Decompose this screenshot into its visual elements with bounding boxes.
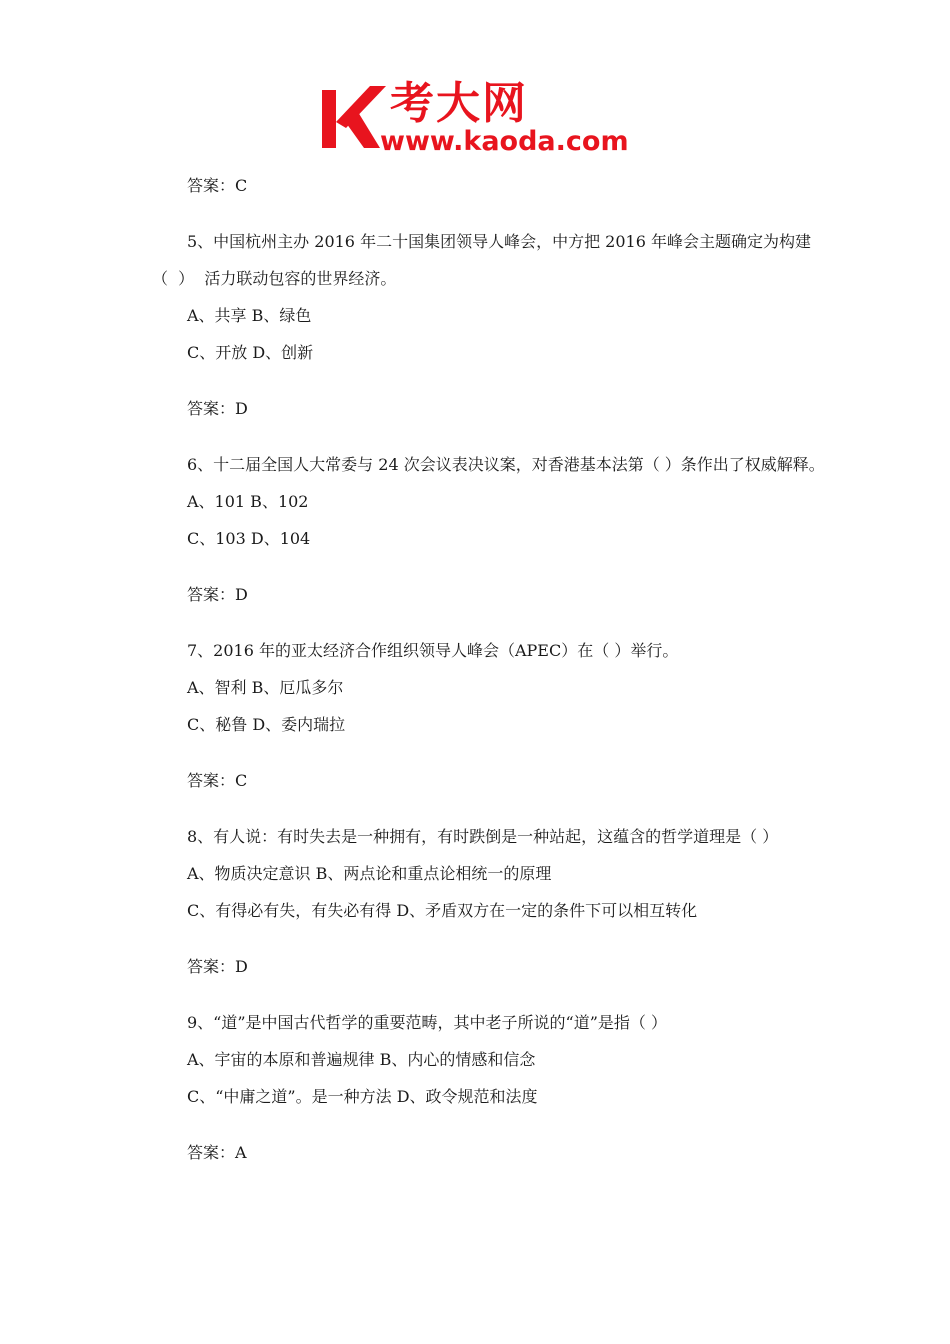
answer-9: 答案：A [187,1143,247,1162]
answer-6: 答案：D [187,585,248,604]
question-8-options-cd: C、有得必有失，有失必有得 D、矛盾双方在一定的条件下可以相互转化 [187,901,698,920]
question-7-options-cd: C、秘鲁 D、委内瑞拉 [187,715,346,734]
answer-4: 答案：C [187,176,248,195]
kaoda-logo [318,80,638,158]
question-9-stem: 9、“道”是中国古代哲学的重要范畴，其中老子所说的“道”是指（ ） [187,1013,667,1032]
question-6-options-ab: A、101 B、102 [187,492,309,511]
logo-url: www.kaoda.com [380,126,629,157]
question-7-options-ab: A、智利 B、厄瓜多尔 [187,678,344,697]
question-6-options-cd: C、103 D、104 [187,529,311,548]
question-5-stem-cont: （ ） 活力联动包容的世界经济。 [152,269,397,288]
question-6-stem: 6、十二届全国人大常委与 24 次会议表决议案，对香港基本法第（ ）条作出了权威解释。 [187,455,825,474]
answer-7: 答案：C [187,771,248,790]
question-8-options-ab: A、物质决定意识 B、两点论和重点论相统一的原理 [187,864,552,883]
question-7-stem: 7、2016 年的亚太经济合作组织领导人峰会（APEC）在（ ）举行。 [187,641,679,660]
question-8-stem: 8、有人说：有时失去是一种拥有，有时跌倒是一种站起，这蕴含的哲学道理是（ ） [187,827,779,846]
answer-8: 答案：D [187,957,248,976]
question-5-stem: 5、中国杭州主办 2016 年二十国集团领导人峰会，中方把 2016 年峰会主题确定为构建 [187,232,811,251]
question-9-options-cd: C、“中庸之道”。是一种方法 D、政令规范和法度 [187,1087,538,1106]
answer-5: 答案：D [187,399,248,418]
question-5-options-cd: C、开放 D、创新 [187,343,314,362]
question-9-options-ab: A、宇宙的本原和普遍规律 B、内心的情感和信念 [187,1050,536,1069]
logo-title: 考大网 [390,78,528,129]
question-5-options-ab: A、共享 B、绿色 [187,306,312,325]
